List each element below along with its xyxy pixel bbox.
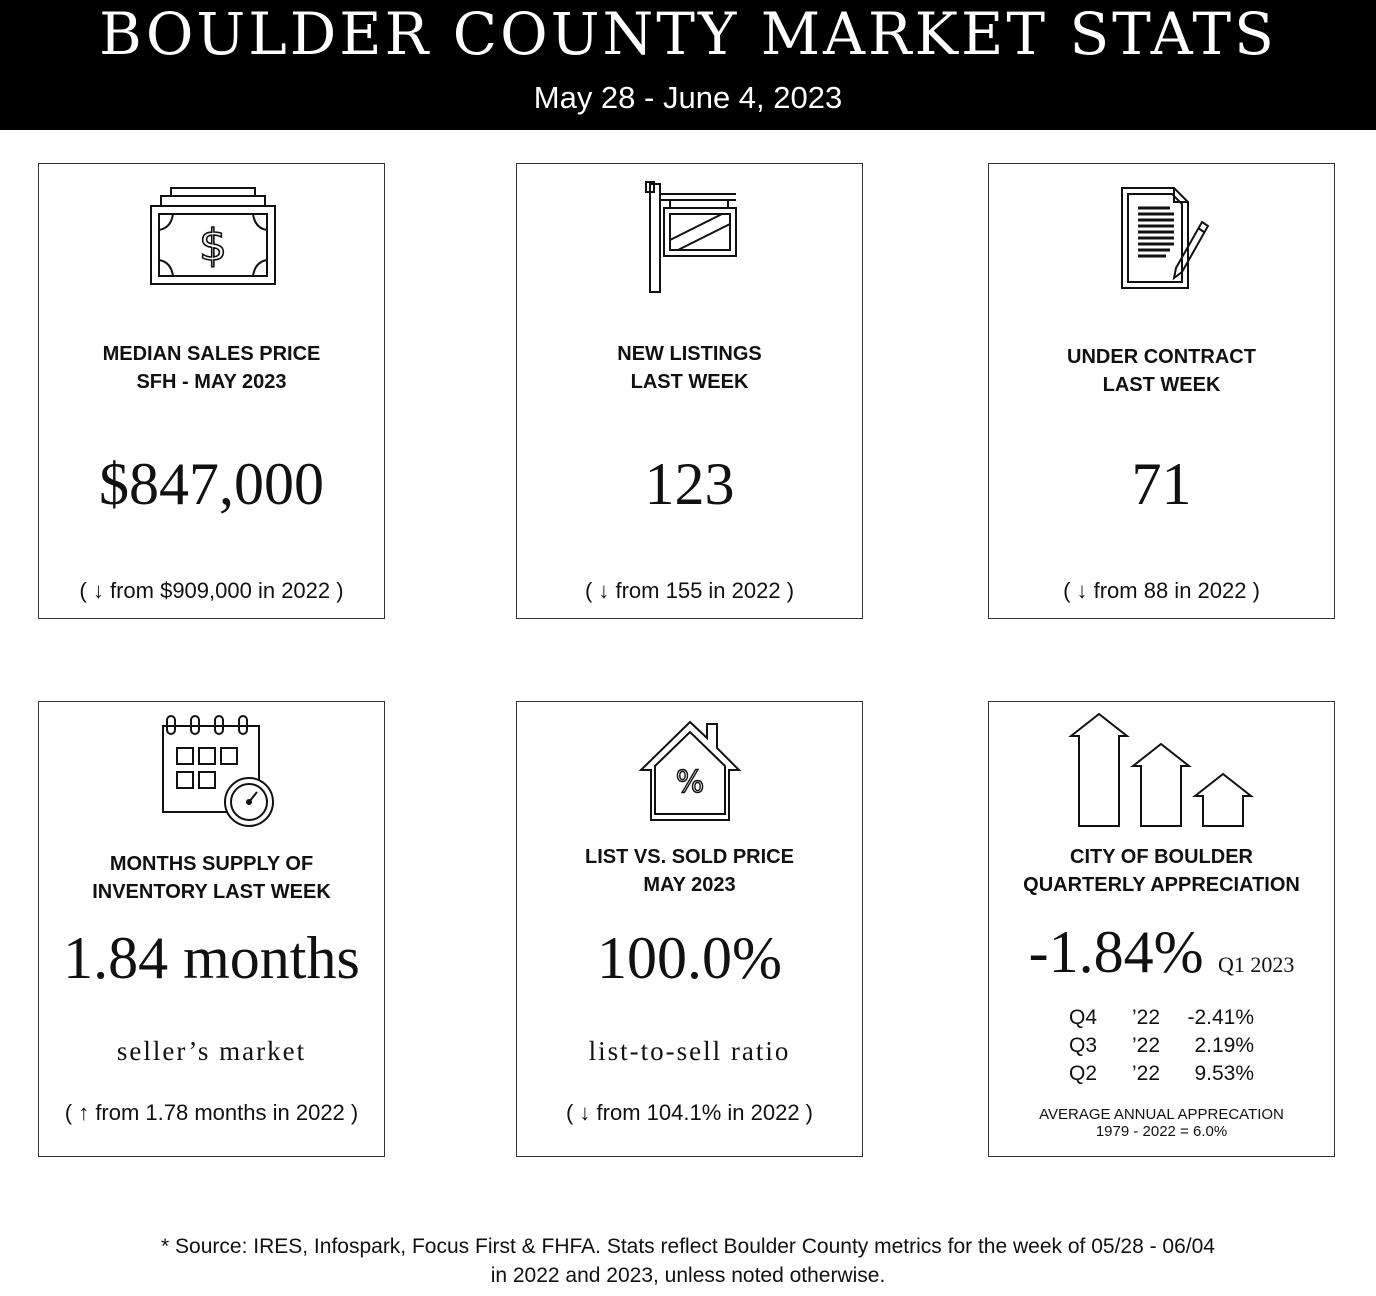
svg-text:$: $ [198,220,227,271]
under-contract-change: ( ↓ from 88 in 2022 ) [1063,578,1260,603]
months-supply-label: MONTHS SUPPLY OF INVENTORY LAST WEEK [92,853,331,903]
average-annual-appreciation: AVERAGE ANNUAL APPRECATION 1979 - 2022 = 6.0% [1039,1106,1284,1140]
list-to-sell-ratio-label: list-to-sell ratio [588,1036,791,1066]
new-listings-change: ( ↓ from 155 in 2022 ) [584,578,795,603]
for-sale-sign-icon [517,180,862,301]
contract-document-icon [989,184,1334,299]
money-icon [39,186,384,291]
quarterly-appreciation-label: CITY OF BOULDER QUARTERLY APPRECIATION [1023,846,1300,896]
calendar-clock-icon [39,714,384,835]
median-sales-price-change: ( ↓ from $909,000 in 2022 ) [79,578,344,603]
appreciation-value: -1.84% [1028,919,1204,985]
quarter-row: Q3 ’22 2.19% [1069,1034,1254,1057]
new-listings-value: 123 [644,451,735,517]
months-supply-value: 1.84 months [63,925,360,991]
new-listings-card [516,163,863,619]
market-type: seller’s market [116,1036,307,1066]
houses-decline-icon [989,710,1334,835]
median-sales-price-value: $847,000 [99,451,324,517]
quarter-history [989,1004,1334,1088]
list-vs-sold-label: LIST VS. SOLD PRICE MAY 2023 [585,846,794,896]
date-range: May 28 - June 4, 2023 [533,80,843,115]
months-supply-card [38,701,385,1157]
months-supply-change: ( ↑ from 1.78 months in 2022 ) [64,1100,359,1125]
source-footnote: * Source: IRES, Infospark, Focus First & FHFA. Stats reflect Boulder County metrics for the week of 05/28 - 06/04 in 2022 and 2023, unless noted otherwise. [161,1235,1215,1287]
svg-text:%: % [675,765,704,800]
new-listings-label: NEW LISTINGS LAST WEEK [617,343,762,393]
quarter-row: Q4 ’22 -2.41% [1069,1006,1254,1029]
under-contract-value: 71 [1131,451,1192,517]
house-percent-icon [517,716,862,831]
list-vs-sold-card [516,701,863,1157]
under-contract-label: UNDER CONTRACT LAST WEEK [1067,346,1256,396]
under-contract-card [988,163,1335,619]
list-vs-sold-change: ( ↓ from 104.1% in 2022 ) [565,1100,813,1125]
quarter-row: Q2 ’22 9.53% [1069,1062,1254,1085]
appreciation-period: Q1 2023 [1218,952,1295,977]
page-title: BOULDER COUNTY MARKET STATS [99,0,1277,68]
quarterly-appreciation-card [988,701,1335,1157]
median-sales-price-card [38,163,385,619]
appreciation-headline [989,920,1334,984]
list-vs-sold-value: 100.0% [597,925,782,991]
header-banner [0,0,1376,130]
median-sales-price-label: MEDIAN SALES PRICE SFH - MAY 2023 [102,343,321,393]
